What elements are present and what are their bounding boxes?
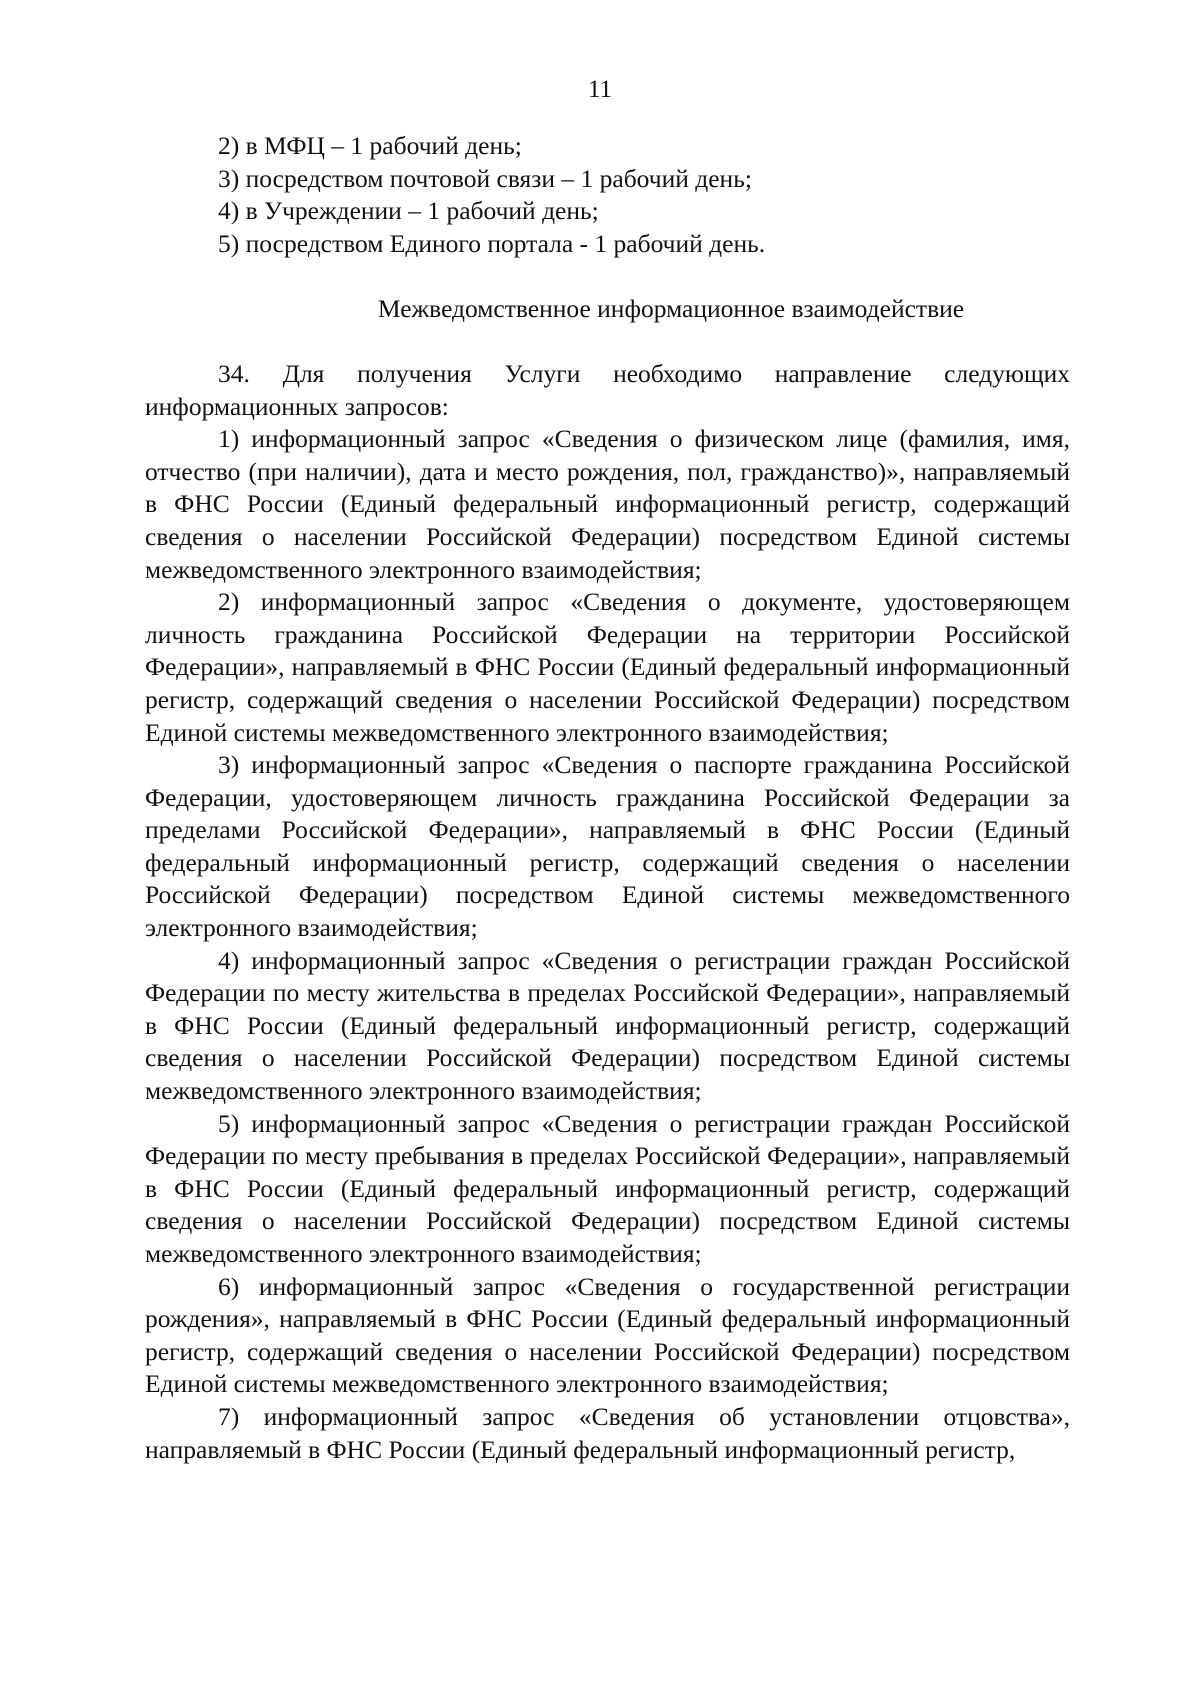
paragraph-request-4: 4) информационный запрос «Сведения о регистрации граждан Российской Федерации по месту жительства в пределах Российской Федерации», направляемый в ФНС России (Единый федеральный информационный регистр, содержащий сведения о населении Российской Федерации) посредством Единой системы межведомственного электронного взаимодействия; [145,945,1070,1106]
section-title: Межведомственное информационное взаимодействие [377,294,965,324]
document-body [145,130,1070,1466]
paragraph-request-5: 5) информационный запрос «Сведения о регистрации граждан Российской Федерации по месту пребывания в пределах Российской Федерации», направляемый в ФНС России (Единый федеральный информационный регистр, содержащий сведения о населении Российской Федерации) посредством Единой системы межведомственного электронного взаимодействия; [145,1108,1070,1268]
page-number: 11 [587,76,613,103]
paragraph-request-7: 7) информационный запрос «Сведения об установлении отцовства», направляемый в ФНС России (Единый федеральный информационный регистр, [145,1401,1070,1464]
paragraph-request-3: 3) информационный запрос «Сведения о паспорте гражданина Российской Федерации, удостоверяющем личность гражданина Российской Федерации за пределами Российской Федерации», направляемый в ФНС России (Единый федеральный информационный регистр, содержащий сведения о населении Российской Федерации) посредством Единой системы межведомственного электронного взаимодействия; [145,750,1070,943]
list-item: 3) посредством почтовой связи – 1 рабочий день; [218,163,752,193]
list-item: 5) посредством Единого портала - 1 рабочий день. [218,228,766,258]
paragraph-34: 34. Для получения Услуги необходимо направление следующих информационных запросов: [145,358,1070,421]
paragraph-request-1: 1) информационный запрос «Сведения о физическом лице (фамилия, имя, отчество (при наличии), дата и место рождения, пол, гражданство)», направляемый в ФНС России (Единый федеральный информационный регистр, содержащий сведения о населении Российской Федерации) посредством Единой системы межведомственного электронного взаимодействия; [145,424,1070,584]
paragraph-request-6: 6) информационный запрос «Сведения о государственной регистрации рождения», направляемый в ФНС России (Единый федеральный информационный регистр, содержащий сведения о населении Российской Федерации) посредством Единой системы межведомственного электронного взаимодействия; [145,1271,1070,1399]
paragraph-request-2: 2) информационный запрос «Сведения о документе, удостоверяющем личность гражданина Российской Федерации на территории Российской Федерации», направляемый в ФНС России (Единый федеральный информационный регистр, содержащий сведения о населении Российской Федерации) посредством Единой системы межведомственного электронного взаимодействия; [145,587,1070,747]
list-item: 4) в Учреждении – 1 рабочий день; [218,196,599,226]
list-item: 2) в МФЦ – 1 рабочий день; [218,131,522,160]
